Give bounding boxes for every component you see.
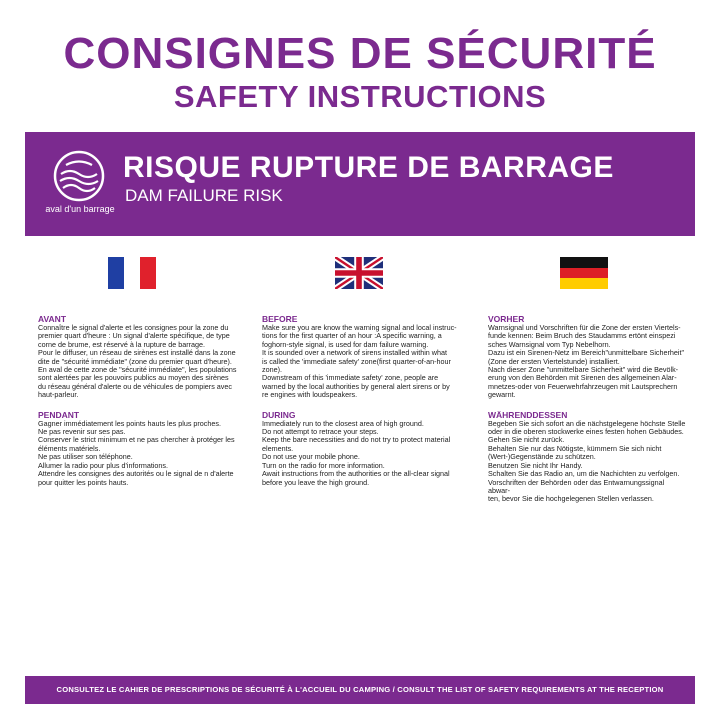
- section-body: [488, 324, 688, 400]
- icon-label: aval d'un barrage: [45, 204, 115, 214]
- text-line: ten, bevor Sie die hochgelegenen Stellen verlassen.: [488, 494, 654, 504]
- text-line: Begeben Sie sich sofort an die nächstgelegene höchste Stelle: [488, 418, 686, 428]
- text-line: Warnsignal und Vorschriften für die Zone der ersten Viertels-: [488, 323, 681, 332]
- footer-note: CONSULTEZ LE CAHIER DE PRESCRIPTIONS DE SÉCURITÉ À L'ACCUEIL DU CAMPING / CONSULT THE LIST OF SAFETY REQUIREMENTS AT THE RECEPTION: [25, 676, 695, 704]
- section-title: AVANT: [38, 314, 67, 324]
- section-body: [38, 420, 238, 487]
- france-flag-icon: [108, 257, 156, 289]
- text-line: Connaître le signal d'alerte et les consignes pour la zone du: [38, 323, 229, 332]
- text-line: funde kennen: Beim Bruch des Staudamms ertönt einspezi: [488, 331, 676, 341]
- section-title: BEFORE: [262, 314, 298, 324]
- text-line: erung von den Behörden mit Sirenen des allgemeinen Alar-: [488, 373, 677, 383]
- title-en: SAFETY INSTRUCTIONS: [173, 79, 547, 114]
- text-line: Do not use your mobile phone.: [262, 452, 360, 462]
- text-line: Keep the bare necessities and do not try to protect material: [262, 435, 451, 445]
- text-line: premier quart d'heure : Un signal d'alerte spécifique, de type: [38, 331, 230, 341]
- text-line: oder in die oberen stockwerke eines festen hohen Gebäudes.: [488, 427, 684, 437]
- text-line: zone).: [262, 365, 282, 375]
- banner-subtitle: DAM FAILURE RISK: [125, 186, 283, 205]
- section-body: [488, 420, 688, 504]
- text-line: corne de brume, est réservé à la rupture de barrage.: [38, 339, 206, 349]
- text-line: Make sure you are know the warning signal and local instruc-: [262, 323, 457, 332]
- text-line: éléments matériels.: [38, 443, 101, 453]
- text-line: haut-parleur.: [38, 390, 79, 400]
- germany-flag-icon: [560, 257, 608, 289]
- text-line: Conserver le strict minimum et ne pas chercher à protéger les: [38, 435, 235, 445]
- text-line: Immediately run to the closest area of high ground.: [262, 418, 424, 428]
- text-line: elements.: [262, 443, 294, 453]
- text-line: sont alertées par les pouvoirs publics au moyen des sirènes: [38, 373, 229, 383]
- text-line: (Wert-)Gegenstände zu schützen.: [488, 452, 596, 462]
- uk-flag-icon: [335, 257, 383, 289]
- text-line: tions for the first quarter of an hour :A specific warning, a: [262, 331, 442, 341]
- column-fr: [38, 314, 238, 497]
- text-line: is called the 'immediate safety' zone(first quarter-of-an-hour: [262, 356, 451, 366]
- text-line: Gehen Sie nicht zurück.: [488, 435, 565, 445]
- text-line: re engines with loudspeakers.: [262, 390, 358, 400]
- text-line: sches Warnsignal vom Typ Nebelhorn.: [488, 339, 611, 349]
- section-title: VORHER: [488, 314, 525, 324]
- section-title: DURING: [262, 409, 296, 420]
- column-en: [262, 314, 462, 497]
- text-line: (Zone der ersten Viertelstunde) installiert.: [488, 356, 620, 366]
- section-body: [262, 420, 462, 487]
- text-line: mnetzes-oder von Feuerwehrfahrzeugen mit Lautsprechern: [488, 381, 678, 391]
- text-line: gewarnt.: [488, 390, 516, 400]
- section-body: [262, 324, 462, 400]
- text-line: Turn on the radio for more information.: [262, 460, 385, 470]
- section-title: WÄHRENDDESSEN: [488, 409, 568, 420]
- section-body: [38, 324, 238, 400]
- text-line: Ne pas revenir sur ses pas.: [38, 427, 126, 437]
- text-line: Behalten Sie nur das Nötigste, kümmern Sie sich nicht: [488, 443, 662, 453]
- text-line: pour quitter les points hauts.: [38, 477, 129, 487]
- banner-title: RISQUE RUPTURE DE BARRAGE: [123, 151, 614, 184]
- text-line: Gagner immédiatement les points hauts les plus proches.: [38, 418, 221, 428]
- title-fr: CONSIGNES DE SÉCURITÉ: [63, 29, 657, 78]
- dam-wave-icon: [53, 150, 105, 202]
- text-line: foghorn-style signal, is used for dam failure warning.: [262, 339, 429, 349]
- text-line: Downstream of this 'immediate safety' zone, people are: [262, 373, 439, 383]
- text-line: Pour le diffuser, un réseau de sirènes est installé dans la zone: [38, 348, 236, 358]
- text-line: before you leave the high ground.: [262, 477, 370, 487]
- text-line: Vorschriften der Behörden oder das Entwarnungssignal abwar-: [488, 477, 665, 495]
- risk-banner: [25, 132, 695, 236]
- text-line: du réseau général d'alerte ou de véhicules de pompiers avec: [38, 381, 232, 391]
- text-line: Attendre les consignes des autorités ou le signal de n d'alerte: [38, 469, 234, 479]
- text-line: Ne pas utiliser son téléphone.: [38, 452, 133, 462]
- text-line: warned by the local authorities by general alert sirens or by: [262, 381, 450, 391]
- text-line: Nach dieser Zone "unmittelbare Sicherheit" wird die Bevölk-: [488, 365, 679, 375]
- text-line: Do not attempt to retrace your steps.: [262, 427, 379, 437]
- text-line: dite de "sécurité immédiate" (zone du premier quart d'heure).: [38, 356, 232, 366]
- text-line: Schalten Sie das Radio an, um die Nachichten zu verfolgen.: [488, 469, 680, 479]
- text-line: Await instructions from the authorities or the all-clear signal: [262, 469, 450, 479]
- text-line: Allumer la radio pour plus d'informations.: [38, 460, 169, 470]
- text-line: Dazu ist ein Sirenen-Netz im Bereich"unmittelbare Sicherheit": [488, 348, 685, 358]
- section-title: PENDANT: [38, 409, 80, 420]
- text-line: It is sounded over a network of sirens installed within what: [262, 348, 447, 358]
- text-line: Benutzen Sie nicht Ihr Handy.: [488, 460, 583, 470]
- text-line: En aval de cette zone de "sécurité immédiate", les populations: [38, 365, 237, 375]
- column-de: [488, 314, 688, 514]
